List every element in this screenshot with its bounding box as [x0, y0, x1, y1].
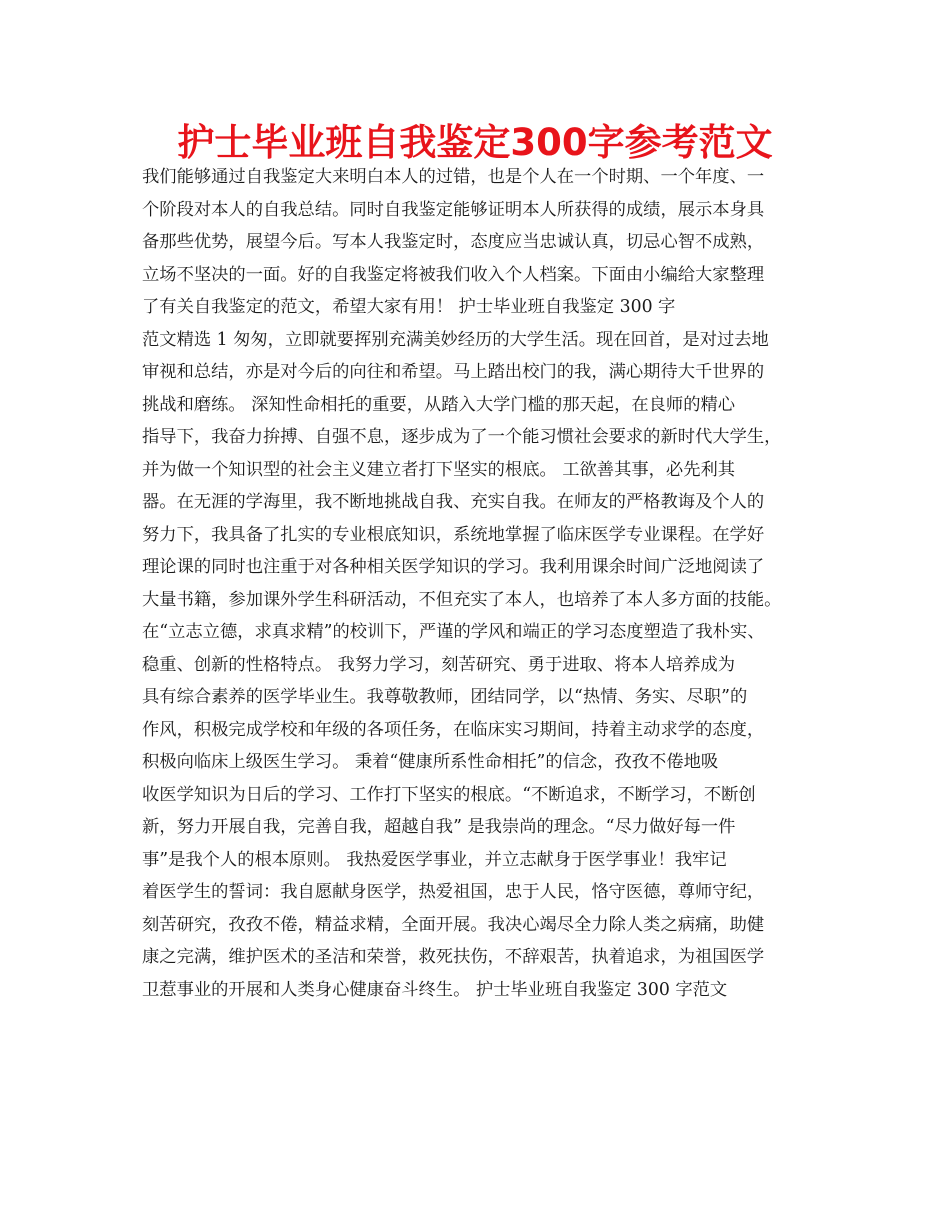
body-line: 了有关自我鉴定的范文，希望大家有用！ 护士毕业班自我鉴定 300 字 [142, 297, 676, 317]
body-line: 努力下，我具备了扎实的专业根底知识，系统地掌握了临床医学专业课程。在学好 [142, 524, 765, 545]
body-line: 收医学知识为日后的学习、工作打下坚实的根底。“不断追求，不断学习，不断创 [142, 784, 756, 805]
body-line: 立场不坚决的一面。好的自我鉴定将被我们收入个人档案。下面由小编给大家整理 [142, 264, 765, 285]
body-line: 器。在无涯的学海里，我不断地挑战自我、充实自我。在师友的严格教诲及个人的 [142, 492, 765, 512]
body-line: 大量书籍，参加课外学生科研活动，不但充实了本人，也培养了本人多方面的技能。 [142, 589, 782, 610]
body-line: 着医学生的誓词：我自愿献身医学，热爱祖国，忠于人民，恪守医德，尊师守纪， [142, 882, 765, 902]
body-line: 指导下，我奋力拚搏、自强不息，逐步成为了一个能习惯社会要求的新时代大学生， [142, 427, 782, 447]
body-line: 积极向临床上级医生学习。 秉着“健康所系性命相托”的信念，孜孜不倦地吸 [142, 752, 719, 772]
body-line: 卫惹事业的开展和人类身心健康奋斗终生。 护士毕业班自我鉴定 300 字范文 [142, 979, 728, 1000]
body-line: 作风，积极完成学校和年级的各项任务，在临床实习期间，持着主动求学的态度， [142, 719, 765, 740]
body-line: 事”是我个人的根本原则。 我热爱医学事业，并立志献身于医学事业！我牢记 [142, 849, 727, 870]
document-title: 护士毕业班自我鉴定300字参考范文 [177, 121, 773, 164]
body-line: 新，努力开展自我，完善自我，超越自我” 是我崇尚的理念。“尽力做好每一件 [142, 817, 736, 837]
body-line: 康之完满，维护医术的圣洁和荣誉，救死扶伤，不辞艰苦，执着追求，为祖国医学 [142, 947, 765, 967]
body-line: 个阶段对本人的自我总结。同时自我鉴定能够证明本人所获得的成绩，展示本身具 [142, 199, 765, 220]
body-line: 我们能够通过自我鉴定大来明白本人的过错，也是个人在一个时期、一个年度、一 [142, 167, 765, 187]
body-line: 范文精选 1 匆匆，立即就要挥别充满美妙经历的大学生活。现在回首，是对过去地 [142, 329, 769, 350]
document-body [142, 161, 832, 1006]
body-line: 并为做一个知识型的社会主义建立者打下坚实的根底。 工欲善其事，必先利其 [142, 459, 736, 480]
body-line: 具有综合素养的医学毕业生。我尊敬教师，团结同学，以“热情、务实、尽职”的 [142, 687, 748, 707]
body-line: 稳重、创新的性格特点。 我努力学习，刻苦研究、勇于进取、将本人培养成为 [142, 654, 736, 675]
body-line: 审视和总结，亦是对今后的向往和希望。马上踏出校门的我，满心期待大千世界的 [142, 362, 765, 382]
body-line: 理论课的同时也注重于对各种相关医学知识的学习。我利用课余时间广泛地阅读了 [142, 557, 765, 577]
body-line: 刻苦研究，孜孜不倦，精益求精，全面开展。我决心竭尽全力除人类之病痛，助健 [142, 914, 765, 935]
body-line: 在“立志立德，求真求精”的校训下，严谨的学风和端正的学习态度塑造了我朴实、 [142, 622, 765, 642]
body-line: 挑战和磨练。 深知性命相托的重要，从踏入大学门槛的那天起，在良师的精心 [142, 394, 736, 415]
body-line: 备那些优势，展望今后。写本人我鉴定时，态度应当忠诚认真，切忌心智不成熟， [142, 232, 765, 252]
